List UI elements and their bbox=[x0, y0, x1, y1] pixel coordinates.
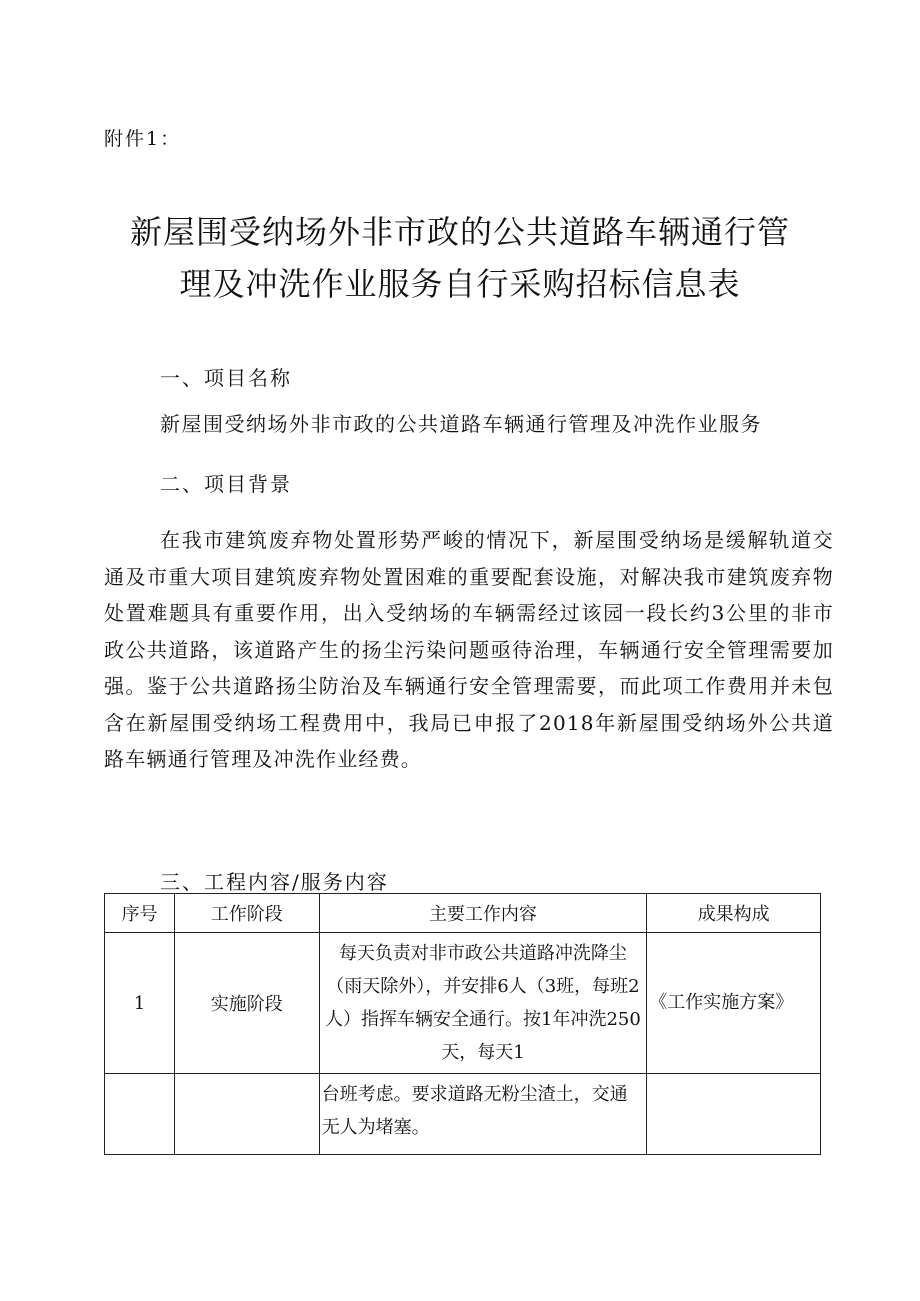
work-content-table bbox=[104, 893, 821, 1155]
row-index: 1 bbox=[105, 933, 175, 1074]
table-row-continuation bbox=[105, 1074, 821, 1155]
header-content: 主要工作内容 bbox=[319, 894, 647, 933]
row-content: 每天负责对非市政公共道路冲洗降尘（雨天除外），并安排6人（3班，每班2人）指挥车辆安全通行。按1年冲洗250天，每天1 bbox=[319, 933, 647, 1074]
attachment-label: 附件1： bbox=[104, 128, 182, 150]
header-stage: 工作阶段 bbox=[174, 894, 319, 933]
cont-content: 台班考虑。要求道路无粉尘渣土，交通无人为堵塞。 bbox=[319, 1074, 647, 1155]
document-title bbox=[0, 206, 920, 310]
title-line-1: 新屋围受纳场外非市政的公共道路车辆通行管 bbox=[129, 213, 790, 251]
cont-index-cell bbox=[105, 1074, 175, 1155]
title-line-2: 理及冲洗作业服务自行采购招标信息表 bbox=[179, 265, 741, 303]
table-row bbox=[105, 933, 821, 1074]
table-header-row bbox=[105, 894, 821, 933]
section-2-heading: 二、项目背景 bbox=[160, 472, 292, 496]
section-3-heading: 三、工程内容/服务内容 bbox=[160, 870, 389, 894]
project-name-text: 新屋围受纳场外非市政的公共道路车辆通行管理及冲洗作业服务 bbox=[160, 412, 762, 436]
project-background-paragraph: 在我市建筑废弃物处置形势严峻的情况下，新屋围受纳场是缓解轨道交通及市重大项目建筑废弃物处置困难的重要配套设施，对解决我市建筑废弃物处置难题具有重要作用，出入受纳场的车辆需经过该园一段长约3公里的非市政公共道路，该道路产生的扬尘污染问题亟待治理，车辆通行安全管理需要加强。鉴于公共道路扬尘防治及车辆通行安全管理需要，而此项工作费用并未包含在新屋围受纳场工程费用中，我局已申报了2018年新屋围受纳场外公共道路车辆通行管理及冲洗作业经费。 bbox=[104, 528, 834, 771]
section-1-heading: 一、项目名称 bbox=[160, 366, 292, 390]
row-result: 《工作实施方案》 bbox=[647, 933, 821, 1074]
cont-stage-cell bbox=[174, 1074, 319, 1155]
header-result: 成果构成 bbox=[647, 894, 821, 933]
header-index: 序号 bbox=[105, 894, 175, 933]
cont-result-cell bbox=[647, 1074, 821, 1155]
row-stage: 实施阶段 bbox=[174, 933, 319, 1074]
